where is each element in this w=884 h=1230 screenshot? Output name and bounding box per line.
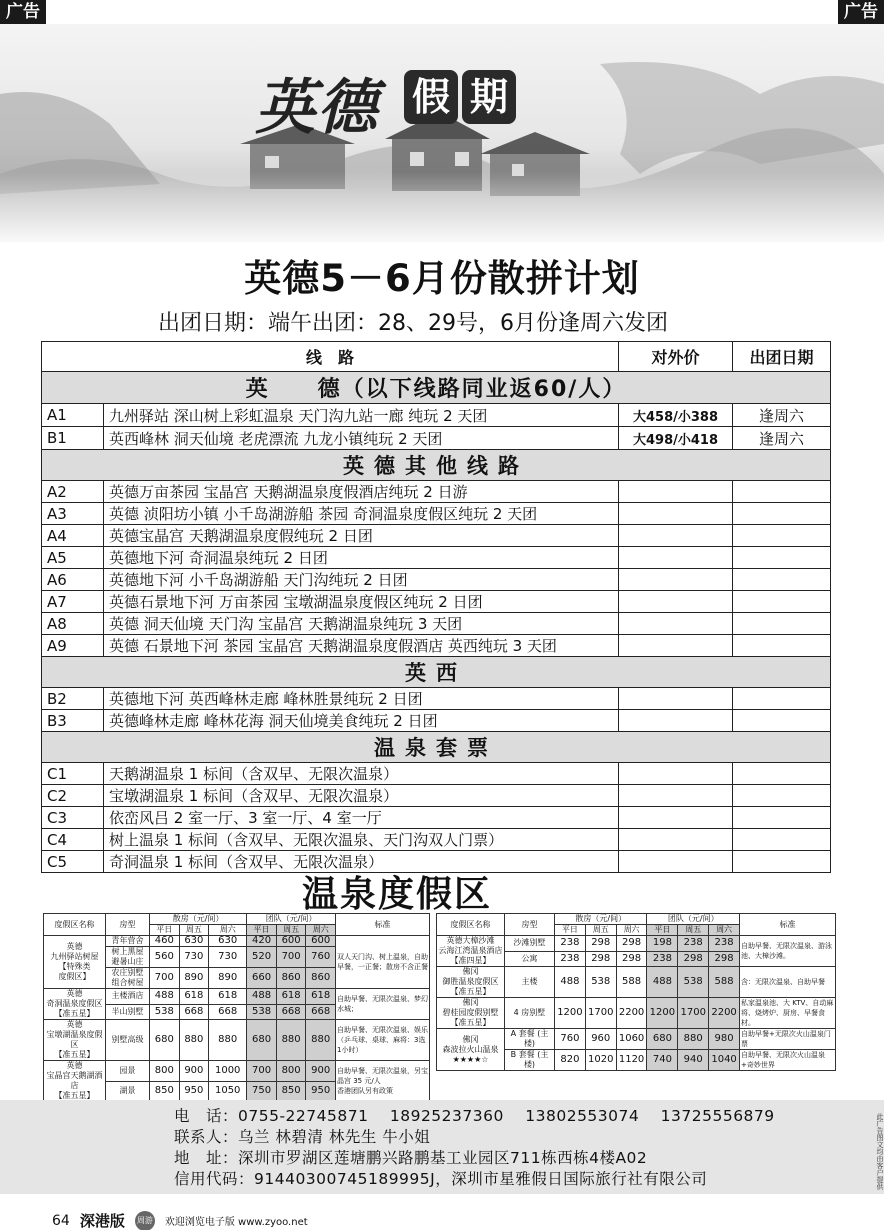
route-row xyxy=(42,785,831,807)
price-cell: 198 xyxy=(647,936,678,952)
route-desc: 依峦风吕 2 室一厅、3 室一厅、4 室一厅 xyxy=(104,807,619,829)
route-price xyxy=(619,710,733,732)
footer xyxy=(52,1210,308,1230)
route-price xyxy=(619,763,733,785)
price-cell: 238 xyxy=(555,936,586,952)
resort-row xyxy=(44,936,430,947)
price-cell: 298 xyxy=(585,936,616,952)
brand-name: 英德 xyxy=(255,73,379,143)
resort-name: 佛冈 御胜温泉度假区 【准五星】 xyxy=(437,967,505,998)
resort-row xyxy=(44,1061,430,1082)
route-price xyxy=(619,503,733,525)
route-date xyxy=(733,829,831,851)
route-price xyxy=(619,613,733,635)
price-cell: 900 xyxy=(179,1061,209,1082)
route-desc: 英德地下河 小千岛湖游船 天门沟纯玩 2 日团 xyxy=(104,569,619,591)
ad-label-left: 广告 xyxy=(0,0,46,24)
resort-row xyxy=(44,1020,430,1061)
route-price xyxy=(619,635,733,657)
price-cell: 860 xyxy=(276,968,306,989)
route-date xyxy=(733,688,831,710)
resort-name: 佛冈 碧桂园度假别墅 【准五星】 xyxy=(437,998,505,1029)
route-price xyxy=(619,785,733,807)
routes-header-row xyxy=(42,342,831,372)
route-code: C5 xyxy=(42,851,104,873)
price-cell: 890 xyxy=(179,968,209,989)
rt-r-head-group: 团队（元/间） xyxy=(647,914,740,925)
route-desc: 英德 浈阳坊小镇 小千岛湖游船 茶园 奇洞温泉度假区纯玩 2 天团 xyxy=(104,503,619,525)
price-cell: 668 xyxy=(306,1004,336,1020)
price-cell: 618 xyxy=(276,989,306,1005)
route-row xyxy=(42,547,831,569)
resort-name: 英德 宝墩湖温泉度假区 【准五星】 xyxy=(44,1020,106,1061)
price-cell: 850 xyxy=(276,1081,306,1102)
price-cell: 298 xyxy=(585,951,616,967)
brand-box-1: 假 xyxy=(404,70,458,124)
rt-head-sat-g: 周六 xyxy=(306,925,336,936)
price-cell: 860 xyxy=(306,968,336,989)
resort-standard: 私家温泉池、大 KTV、自动麻将、烧烤炉、厨房、早餐食材。 xyxy=(740,998,836,1029)
ad-label-right: 广告 xyxy=(838,0,884,24)
route-row xyxy=(42,427,831,450)
price-cell: 880 xyxy=(306,1020,336,1061)
resort-standard: 含：无限次温泉、自助早餐 xyxy=(740,967,836,998)
price-cell: 1050 xyxy=(209,1081,247,1102)
route-code: A3 xyxy=(42,503,104,525)
header-banner xyxy=(0,24,884,242)
room-type: B 套餐 (主楼) xyxy=(505,1050,555,1071)
price-cell: 2200 xyxy=(616,998,647,1029)
section-title: 英德其他线路 xyxy=(42,450,831,481)
price-cell: 668 xyxy=(209,1004,247,1020)
price-cell: 588 xyxy=(616,967,647,998)
price-cell: 538 xyxy=(678,967,709,998)
rt-head-name: 度假区名称 xyxy=(44,914,106,936)
price-cell: 298 xyxy=(678,951,709,967)
price-cell: 630 xyxy=(209,936,247,947)
resort-standard: 自助早餐、无限次火山温泉+奇妙世界 xyxy=(740,1050,836,1071)
price-cell: 488 xyxy=(247,989,277,1005)
contact-credit: 信用代码：91440300745189995J，深圳市星雅假日国际旅行社有限公司 xyxy=(174,1170,708,1188)
route-code: B1 xyxy=(42,427,104,450)
price-cell: 800 xyxy=(276,1061,306,1082)
section-header xyxy=(42,450,831,481)
resort-row xyxy=(437,1029,836,1050)
price-cell: 760 xyxy=(555,1029,586,1050)
rt-r-head-weekday: 平日 xyxy=(555,925,586,936)
price-cell: 668 xyxy=(276,1004,306,1020)
route-price xyxy=(619,829,733,851)
page-title: 英德5－6月份散拼计划 xyxy=(244,257,640,300)
price-cell: 2200 xyxy=(709,998,740,1029)
price-cell: 600 xyxy=(306,936,336,947)
price-cell: 760 xyxy=(306,947,336,968)
price-cell: 1020 xyxy=(585,1050,616,1071)
resort-row xyxy=(437,998,836,1029)
rt-head-weekday-g: 平日 xyxy=(247,925,277,936)
resort-standard: 自助早餐、无限次温泉，另宝晶宫 35 元/人 香港团队另有政策 xyxy=(336,1061,430,1102)
price-cell: 730 xyxy=(209,947,247,968)
price-cell: 950 xyxy=(306,1081,336,1102)
route-desc: 英德地下河 奇洞温泉纯玩 2 日团 xyxy=(104,547,619,569)
route-row xyxy=(42,807,831,829)
price-cell: 730 xyxy=(179,947,209,968)
price-cell: 940 xyxy=(678,1050,709,1071)
resort-name: 佛冈 森波拉火山温泉 ★★★★☆ xyxy=(437,1029,505,1071)
route-date: 逢周六 xyxy=(733,427,831,450)
route-code: C4 xyxy=(42,829,104,851)
price-cell: 700 xyxy=(150,968,180,989)
route-date xyxy=(733,481,831,503)
section-title: 英西 xyxy=(42,657,831,688)
page-number: 64 xyxy=(52,1212,70,1229)
route-price xyxy=(619,591,733,613)
resort-standard: 自助早餐、无限次温泉、娱乐（乒乓球、桌球、麻将：3选1小时） xyxy=(336,1020,430,1061)
rt-r-head-sat: 周六 xyxy=(616,925,647,936)
rt-r-head-fit: 散房（元/间） xyxy=(555,914,647,925)
resort-row xyxy=(44,989,430,1005)
price-cell: 980 xyxy=(709,1029,740,1050)
resort-name: 英德 奇洞温泉度假区 【准五星】 xyxy=(44,989,106,1020)
price-cell: 488 xyxy=(647,967,678,998)
price-cell: 1700 xyxy=(678,998,709,1029)
route-row xyxy=(42,481,831,503)
room-type: 沙滩别墅 xyxy=(505,936,555,952)
rt-head-sat: 周六 xyxy=(209,925,247,936)
route-code: A5 xyxy=(42,547,104,569)
route-code: A1 xyxy=(42,404,104,427)
price-cell: 1000 xyxy=(209,1061,247,1082)
price-cell: 538 xyxy=(247,1004,277,1020)
rt-r-head-name: 度假区名称 xyxy=(437,914,505,936)
route-code: C1 xyxy=(42,763,104,785)
route-row xyxy=(42,763,831,785)
rt-head-fit: 散房（元/间） xyxy=(150,914,247,925)
route-code: C2 xyxy=(42,785,104,807)
room-type: 主楼 xyxy=(505,967,555,998)
header-price: 对外价 xyxy=(619,342,733,372)
route-desc: 英德宝晶宫 天鹅湖温泉度假纯玩 2 日团 xyxy=(104,525,619,547)
route-row xyxy=(42,591,831,613)
resort-standard: 双人天门沟、树上温泉，自助早餐，一正餐；散房不含正餐 xyxy=(336,936,430,989)
resort-standard: 自助早餐、无限次温泉、游泳池、大樟沙滩。 xyxy=(740,936,836,967)
price-cell: 488 xyxy=(555,967,586,998)
room-type: A 套餐 (主楼) xyxy=(505,1029,555,1050)
resort-standard: 自助早餐+无限次火山温泉门票 xyxy=(740,1029,836,1050)
route-price xyxy=(619,547,733,569)
section-header xyxy=(42,732,831,763)
route-row xyxy=(42,829,831,851)
price-cell: 750 xyxy=(247,1081,277,1102)
route-row xyxy=(42,569,831,591)
price-cell: 880 xyxy=(209,1020,247,1061)
route-row xyxy=(42,525,831,547)
contact-panel xyxy=(0,1100,884,1194)
route-row xyxy=(42,613,831,635)
contact-address: 地 址：深圳市罗湖区莲塘鹏兴路鹏基工业园区711栋西栋4楼A02 xyxy=(174,1149,648,1167)
price-cell: 900 xyxy=(306,1061,336,1082)
rt-head-group: 团队（元/间） xyxy=(247,914,336,925)
route-price: 大458/小388 xyxy=(619,404,733,427)
route-desc: 英德 石景地下河 茶园 宝晶宫 天鹅湖温泉度假酒店 英西纯玩 3 天团 xyxy=(104,635,619,657)
price-cell: 700 xyxy=(247,1061,277,1082)
route-row xyxy=(42,710,831,732)
room-type: 主楼酒店 xyxy=(106,989,150,1005)
price-cell: 298 xyxy=(616,951,647,967)
route-desc: 奇洞温泉 1 标间（含双早、无限次温泉） xyxy=(104,851,619,873)
contact-people: 联系人：乌兰 林碧清 林先生 牛小姐 xyxy=(174,1128,431,1146)
room-type: 4 房别墅 xyxy=(505,998,555,1029)
room-type: 园景 xyxy=(106,1061,150,1082)
route-code: A2 xyxy=(42,481,104,503)
price-cell: 820 xyxy=(555,1050,586,1071)
rt-head-fri-g: 周五 xyxy=(276,925,306,936)
route-price xyxy=(619,525,733,547)
price-cell: 660 xyxy=(247,968,277,989)
header-date: 出团日期 xyxy=(733,342,831,372)
price-cell: 618 xyxy=(306,989,336,1005)
price-cell: 238 xyxy=(647,951,678,967)
section-header xyxy=(42,657,831,688)
route-date xyxy=(733,503,831,525)
price-cell: 238 xyxy=(678,936,709,952)
rt-head-std: 标准 xyxy=(336,914,430,936)
resort-table-left xyxy=(43,913,430,1102)
routes-table xyxy=(41,341,831,873)
brand-box-2: 期 xyxy=(462,70,516,124)
resort-name: 英德大樟沙滩 云海江湾温泉酒店 【准四星】 xyxy=(438,936,503,965)
side-note: 此广告图文均由客户提供 xyxy=(876,1113,884,1190)
route-desc: 英德石景地下河 万亩茶园 宝墩湖温泉度假区纯玩 2 日团 xyxy=(104,591,619,613)
resort-standard: 自助早餐、无限次温泉、梦幻水城； xyxy=(336,989,430,1020)
route-desc: 树上温泉 1 标间（含双早、无限次温泉、天门沟双人门票） xyxy=(104,829,619,851)
price-cell: 680 xyxy=(647,1029,678,1050)
price-cell: 1200 xyxy=(555,998,586,1029)
price-cell: 668 xyxy=(179,1004,209,1020)
route-desc: 天鹅湖温泉 1 标间（含双早、无限次温泉） xyxy=(104,763,619,785)
price-cell: 238 xyxy=(555,951,586,967)
price-cell: 680 xyxy=(150,1020,180,1061)
price-cell: 890 xyxy=(209,968,247,989)
room-type: 树上黑屋 避暑山庄 xyxy=(106,947,150,968)
room-type: 别墅高级 xyxy=(106,1020,150,1061)
route-date xyxy=(733,525,831,547)
route-code: A6 xyxy=(42,569,104,591)
section-title: 温泉套票 xyxy=(42,732,831,763)
website-link[interactable]: 欢迎浏览电子版 www.zyoo.net xyxy=(164,1217,308,1228)
page-subtitle: 出团日期：端午出团：28、29号，6月份逢周六发团 xyxy=(158,311,668,336)
price-cell: 960 xyxy=(585,1029,616,1050)
price-cell: 880 xyxy=(678,1029,709,1050)
price-cell: 298 xyxy=(709,951,740,967)
rt-r-head-std: 标准 xyxy=(740,914,836,936)
price-cell: 488 xyxy=(150,989,180,1005)
route-row xyxy=(42,688,831,710)
section-header xyxy=(42,372,831,404)
price-cell: 298 xyxy=(616,936,647,952)
rt-r-head-sat-g: 周六 xyxy=(709,925,740,936)
rt-r-head-fri: 周五 xyxy=(585,925,616,936)
price-cell: 600 xyxy=(276,936,306,947)
route-row xyxy=(42,503,831,525)
route-date xyxy=(733,547,831,569)
price-cell: 1200 xyxy=(647,998,678,1029)
rt-r-head-weekday-g: 平日 xyxy=(647,925,678,936)
price-cell: 1700 xyxy=(585,998,616,1029)
rt-head-fri: 周五 xyxy=(179,925,209,936)
price-cell: 1040 xyxy=(709,1050,740,1071)
room-type: 半山别墅 xyxy=(106,1004,150,1020)
price-cell: 740 xyxy=(647,1050,678,1071)
price-cell: 680 xyxy=(247,1020,277,1061)
route-code: B3 xyxy=(42,710,104,732)
room-type: 湖景 xyxy=(106,1081,150,1102)
price-cell: 1060 xyxy=(616,1029,647,1050)
price-cell: 618 xyxy=(179,989,209,1005)
route-price xyxy=(619,807,733,829)
price-cell: 560 xyxy=(150,947,180,968)
route-desc: 英德万亩茶园 宝晶宫 天鹅湖温泉度假酒店纯玩 2 日游 xyxy=(104,481,619,503)
price-cell: 588 xyxy=(709,967,740,998)
route-date xyxy=(733,591,831,613)
route-date: 逢周六 xyxy=(733,404,831,427)
route-row xyxy=(42,404,831,427)
route-price xyxy=(619,688,733,710)
contact-phone: 电 话：0755-22745871 18925237360 13802553074 13725556879 xyxy=(174,1107,775,1125)
rt-head-room: 房型 xyxy=(106,914,150,936)
route-code: A7 xyxy=(42,591,104,613)
resort-name: 英德 宝晶宫天鹅湖酒店 【准五星】 xyxy=(44,1061,106,1102)
route-date xyxy=(733,785,831,807)
route-code: A9 xyxy=(42,635,104,657)
route-price xyxy=(619,569,733,591)
route-row xyxy=(42,635,831,657)
room-type: 公寓 xyxy=(505,951,555,967)
price-cell: 880 xyxy=(276,1020,306,1061)
route-date xyxy=(733,763,831,785)
route-desc: 九州驿站 深山树上彩虹温泉 天门沟九站一廊 纯玩 2 天团 xyxy=(104,404,619,427)
rt-r-head-room: 房型 xyxy=(505,914,555,936)
resort-table-right xyxy=(436,913,836,1071)
route-code: A4 xyxy=(42,525,104,547)
rt-head-weekday: 平日 xyxy=(150,925,180,936)
route-date xyxy=(733,807,831,829)
price-cell: 1120 xyxy=(616,1050,647,1071)
resort-title: 温泉度假区 xyxy=(301,874,492,915)
route-date xyxy=(733,710,831,732)
price-cell: 880 xyxy=(179,1020,209,1061)
route-code: A8 xyxy=(42,613,104,635)
rt-r-head-fri-g: 周五 xyxy=(678,925,709,936)
price-cell: 538 xyxy=(150,1004,180,1020)
header-route: 线 路 xyxy=(42,342,619,372)
route-price: 大498/小418 xyxy=(619,427,733,450)
price-cell: 800 xyxy=(150,1061,180,1082)
resort-row xyxy=(437,967,836,998)
section-title: 英 德（以下线路同业返60/人） xyxy=(42,372,831,404)
price-cell: 520 xyxy=(247,947,277,968)
route-desc: 英德地下河 英西峰林走廊 峰林胜景纯玩 2 日团 xyxy=(104,688,619,710)
seal-icon: 周游 xyxy=(135,1211,155,1230)
route-date xyxy=(733,613,831,635)
route-desc: 宝墩湖温泉 1 标间（含双早、无限次温泉） xyxy=(104,785,619,807)
price-cell: 460 xyxy=(150,936,180,947)
price-cell: 630 xyxy=(179,936,209,947)
price-cell: 950 xyxy=(179,1081,209,1102)
price-cell: 238 xyxy=(709,936,740,952)
price-cell: 538 xyxy=(585,967,616,998)
edition-label: 深港版 xyxy=(79,1212,125,1230)
resort-name: 英德 九州驿站树屋 【特殊类 度假区】 xyxy=(44,936,106,989)
price-cell: 700 xyxy=(276,947,306,968)
price-cell: 420 xyxy=(247,936,277,947)
resort-row xyxy=(437,936,836,952)
route-code: C3 xyxy=(42,807,104,829)
route-price xyxy=(619,481,733,503)
route-desc: 英德 洞天仙境 天门沟 宝晶宫 天鹅湖温泉纯玩 3 天团 xyxy=(104,613,619,635)
room-type: 青年营舍 xyxy=(106,936,150,947)
route-desc: 英西峰林 洞天仙境 老虎漂流 九龙小镇纯玩 2 天团 xyxy=(104,427,619,450)
price-cell: 618 xyxy=(209,989,247,1005)
route-date xyxy=(733,635,831,657)
price-cell: 850 xyxy=(150,1081,180,1102)
room-type: 农庄别墅 组合树屋 xyxy=(106,968,150,989)
route-code: B2 xyxy=(42,688,104,710)
route-desc: 英德峰林走廊 峰林花海 洞天仙境美食纯玩 2 日团 xyxy=(104,710,619,732)
route-date xyxy=(733,569,831,591)
